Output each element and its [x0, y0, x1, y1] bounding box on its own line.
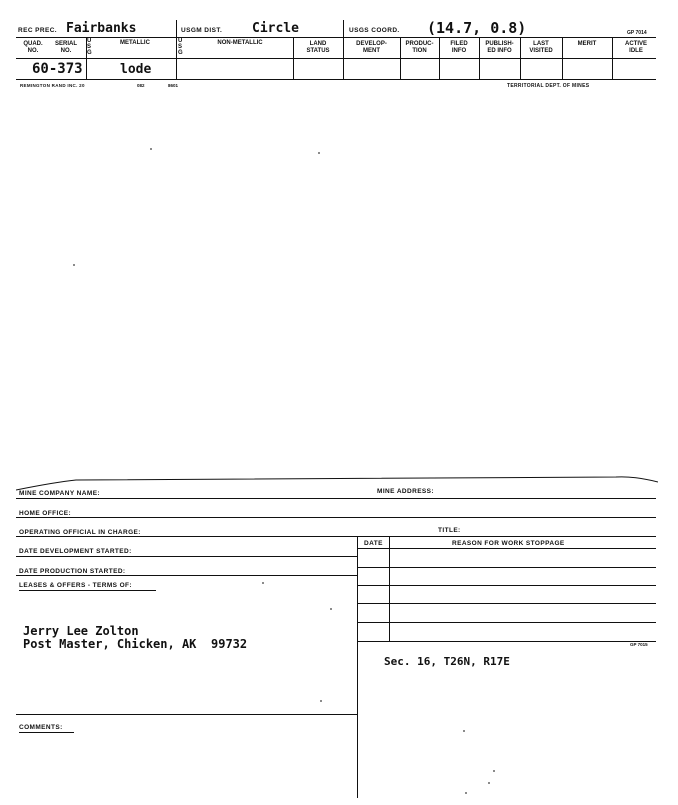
date-production-label: DATE PRODUCTION STARTED:	[19, 568, 126, 575]
col-development: DEVELOP- MENT	[356, 41, 387, 54]
scan-speck	[330, 608, 332, 610]
scan-speck	[318, 152, 320, 154]
rule	[293, 37, 294, 79]
scan-speck	[465, 792, 467, 794]
col-usg-metallic: U S G	[87, 38, 92, 56]
col-quad-no: QUAD. NO.	[23, 41, 43, 54]
rule	[16, 37, 656, 38]
comments-label: COMMENTS:	[19, 724, 63, 731]
rule	[16, 556, 357, 557]
location-value: Sec. 16, T26N, R17E	[384, 655, 510, 668]
rule	[19, 732, 74, 733]
usgs-coord-value: (14.7, 0.8)	[427, 19, 527, 37]
reason-col-label: REASON FOR WORK STOPPAGE	[452, 540, 565, 547]
rule	[357, 603, 656, 604]
rule	[16, 714, 357, 715]
rule	[176, 20, 177, 38]
scan-speck	[463, 730, 465, 732]
scan-speck	[262, 582, 264, 584]
rule	[357, 641, 656, 642]
card-edge	[16, 474, 658, 492]
rule	[389, 536, 390, 641]
operating-official-label: OPERATING OFFICIAL IN CHARGE:	[19, 529, 141, 536]
rule	[19, 590, 156, 591]
scan-speck	[493, 770, 495, 772]
lessee-zip: 99732	[211, 637, 248, 651]
date-col-label: DATE	[364, 540, 383, 547]
col-usg-non-metallic: U S G	[178, 38, 183, 56]
scan-speck	[320, 700, 322, 702]
col-production: PRODUC- TION	[405, 41, 434, 54]
rule	[16, 575, 357, 576]
metallic-value: lode	[120, 62, 152, 77]
usgs-coord-label: USGS COORD.	[349, 27, 400, 34]
title-label: TITLE:	[438, 527, 461, 534]
home-office-label: HOME OFFICE:	[19, 510, 72, 517]
rule	[343, 20, 344, 38]
lessee-address: Post Master, Chicken, AK	[23, 637, 197, 651]
lessee-name: Jerry Lee Zolton	[23, 624, 139, 638]
leases-label: LEASES & OFFERS - TERMS OF:	[19, 582, 132, 589]
col-serial-no: SERIAL NO.	[54, 41, 77, 54]
scan-speck	[150, 148, 152, 150]
col-merit: MERIT	[577, 41, 597, 47]
card-printer: REMINGTON RAND INC. 20	[20, 83, 85, 88]
rule	[357, 622, 656, 623]
col-filed-info: FILED INFO	[450, 41, 468, 54]
rule	[176, 37, 177, 79]
col-active-idle: ACTIVE IDLE	[624, 41, 647, 54]
card-dept: TERRITORIAL DEPT. OF MINES	[507, 83, 590, 89]
col-published-info: PUBLISH- ED INFO	[485, 41, 514, 54]
rec-prec-value: Fairbanks	[66, 21, 137, 36]
rule	[16, 58, 656, 59]
rule	[16, 517, 656, 518]
col-last-visited: LAST VISITED	[529, 41, 553, 54]
quad-serial-value: 60-373	[32, 61, 83, 77]
rule	[16, 536, 656, 537]
usgm-dist-label: USGM DIST.	[181, 27, 223, 34]
mine-company-name-label: MINE COMPANY NAME:	[19, 490, 100, 497]
rule	[612, 37, 613, 79]
rule	[357, 548, 656, 549]
scan-speck	[73, 264, 75, 266]
usgm-dist-value: Circle	[252, 21, 299, 36]
date-development-label: DATE DEVELOPMENT STARTED:	[19, 548, 132, 555]
rule	[357, 567, 656, 568]
rule	[357, 585, 656, 586]
card-code-2: 8601	[168, 83, 179, 88]
card-code-1: 082	[137, 83, 145, 88]
col-non-metallic: NON-METALLIC	[217, 40, 263, 46]
scan-speck	[488, 782, 490, 784]
rule	[357, 536, 358, 798]
mine-address-label: MINE ADDRESS:	[377, 488, 434, 495]
rule	[343, 37, 344, 79]
form-code-bottom: GP 7015	[630, 642, 648, 647]
form-code-top: GP 7014	[627, 30, 647, 36]
col-metallic: METALLIC	[120, 40, 150, 46]
rec-prec-label: REC PREC.	[18, 27, 57, 34]
rule	[16, 79, 656, 80]
rule	[16, 498, 656, 499]
col-land-status: LAND STATUS	[306, 41, 330, 54]
